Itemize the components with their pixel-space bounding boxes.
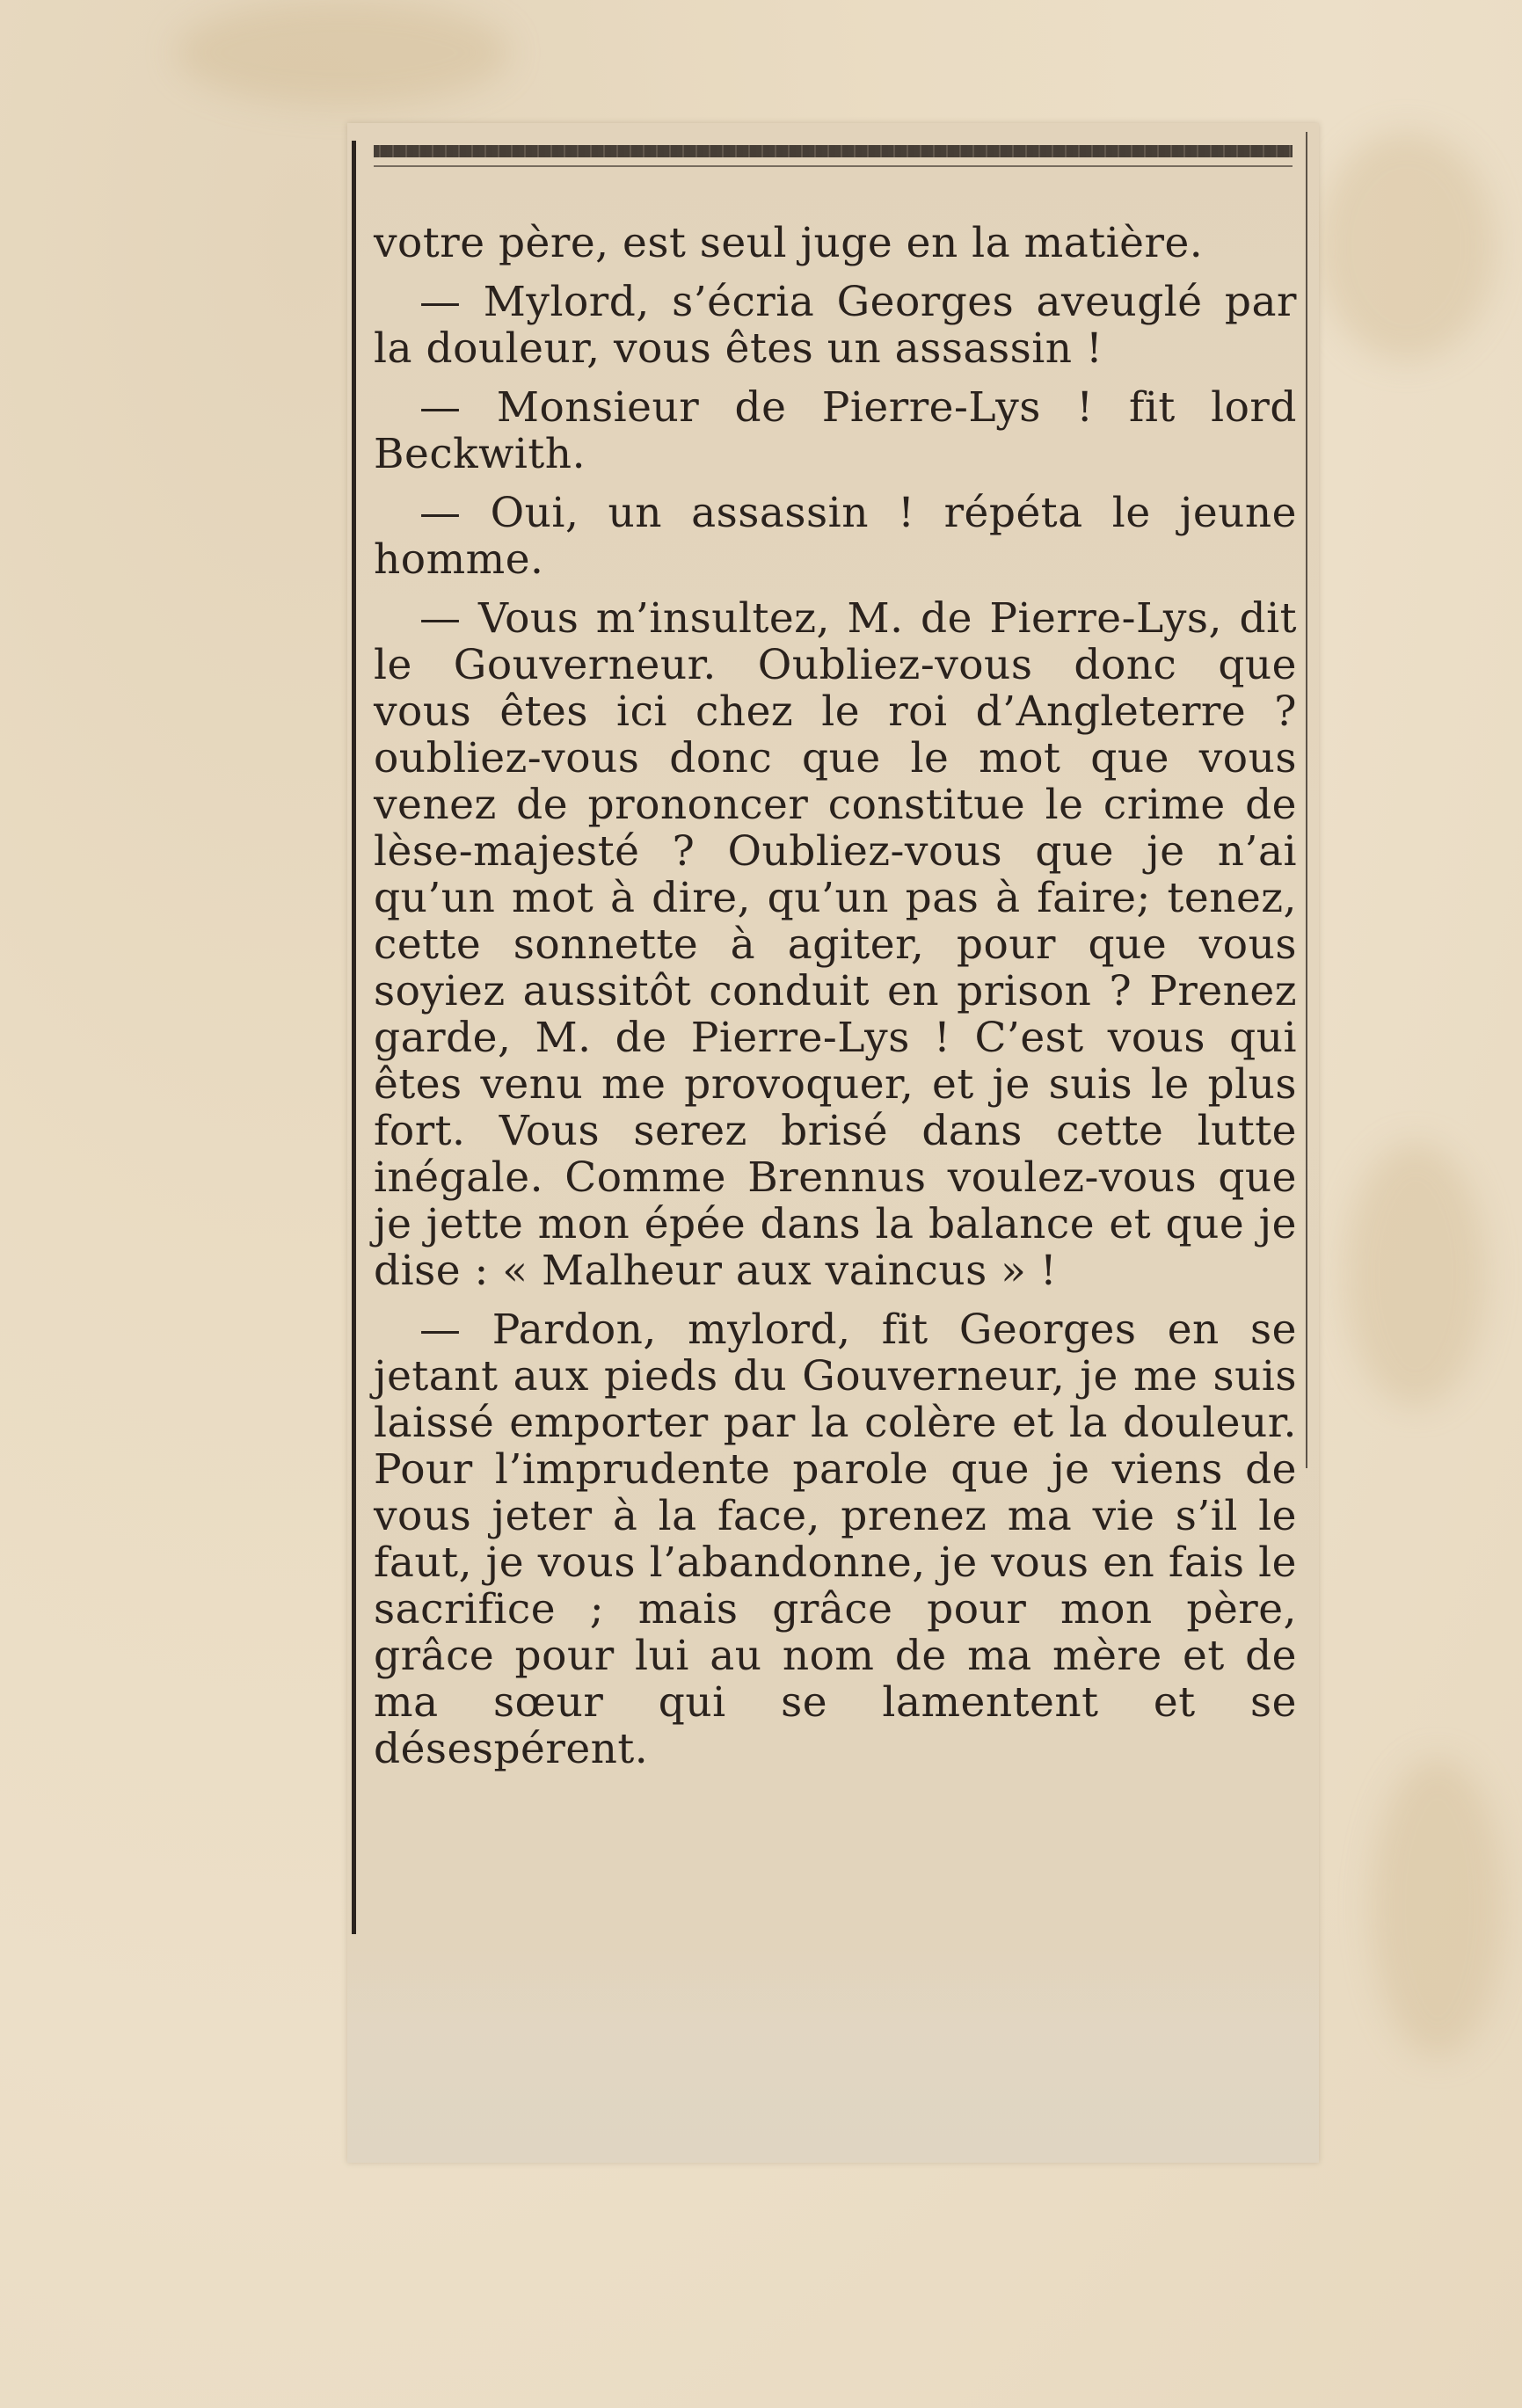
header-rule (374, 145, 1293, 157)
column-rule-right (1306, 132, 1307, 1468)
paragraph: — Vous m’insultez, M. de Pierre-Lys, dit le Gouverneur. Oubliez-vous donc que vous êtes ici chez le roi d’Angleterre ? oubliez-vous donc que le mot que vous venez de prononcer constitue le crime de lèse-majesté ? Oubliez-vous que je n’ai qu’un mot à dire, qu’un pas à faire; tenez, cette sonnette à agiter, pour que vous soyiez aussitôt conduit en prison ? Prenez garde, M. de Pierre-Lys ! C’est vous qui êtes venu me provoquer, et je suis le plus fort. Vous serez brisé dans cette lutte inégale. Comme Brennus voulez-vous que je jette mon épée dans la balance et que je dise : « Malheur aux vaincus » ! (374, 594, 1297, 1295)
article-text (374, 220, 1297, 1785)
blank-clipping-area (347, 1934, 1319, 2163)
header-rule-thin (374, 165, 1293, 167)
paragraph: votre père, est seul juge en la matière. (374, 219, 1204, 267)
paragraph: — Monsieur de Pierre-Lys ! fit lord Beckwith. (374, 383, 1297, 478)
paragraph: — Oui, un assassin ! répéta le jeune homme. (374, 489, 1297, 584)
newspaper-clipping (347, 123, 1319, 2163)
paper-stain (1372, 1758, 1504, 2057)
paper-stain (1345, 1143, 1486, 1407)
paragraph: — Pardon, mylord, fit Georges en se jetant aux pieds du Gouverneur, je me suis laissé emporter par la colère et la douleur. Pour l’imprudente parole que je viens de vous jeter à la face, prenez ma vie s’il le faut, je vous l’abandonne, je vous en fais le sacrifice ; mais grâce pour mon père, grâce pour lui au nom de ma mère et de ma sœur qui se lamentent et se désespérent. (374, 1306, 1297, 1773)
column-rule-left (352, 141, 356, 1934)
paper-stain (176, 0, 510, 105)
paper-stain (1319, 132, 1495, 360)
paragraph: — Mylord, s’écria Georges aveuglé par la douleur, vous êtes un assassin ! (374, 278, 1297, 373)
